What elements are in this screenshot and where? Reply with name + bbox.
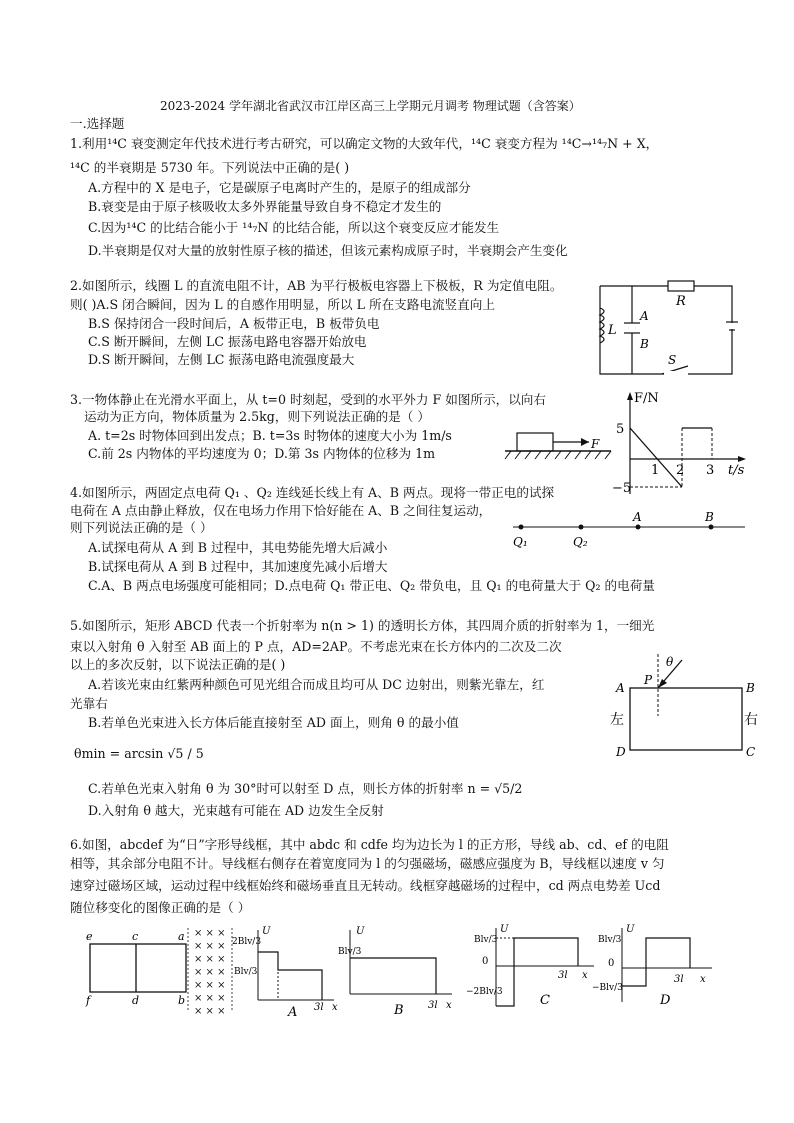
q2-stem-2: 则( )A.S 闭合瞬间，因为 L 的自感作用明显，所以 L 所在支路电流竖直向上	[70, 297, 495, 312]
q4-stem-1: 4.如图所示，两固定点电荷 Q₁ 、Q₂ 连线延长线上有 A、B 两点。现将一带正电的试探	[70, 485, 555, 500]
q5-option-b-1: B.若单色光束进入长方体后能直接射至 AD 面上，则角 θ 的最小值	[88, 715, 459, 730]
graph-c-zero: 0	[482, 956, 489, 967]
q1-option-d: D.半衰期是仅对大量的放射性原子核的描述，但该元素构成原子时，半衰期会产生变化	[88, 243, 568, 258]
q5-stem-3: 以上的多次反射，以下说法正确的是( )	[70, 657, 286, 672]
svg-text:× × ×: × × ×	[194, 954, 226, 965]
point-B-label: B	[705, 510, 714, 524]
q6-stem-2: 相等，其余部分电阻不计。导线框右侧存在着宽度同为 l 的匀强磁场，磁感应强度为 B，导线框以速度 v 匀	[70, 856, 665, 871]
frame-label-a: a	[178, 930, 185, 943]
tick-x-2: 2	[676, 463, 685, 478]
graph-c-y-neg-2blv3: −2Blv/3	[466, 987, 503, 997]
tick-y-5: 5	[616, 422, 625, 437]
q5-stem-1: 5.如图所示，矩形 ABCD 代表一个折射率为 n(n > 1) 的透明长方体，其四周介质的折射率为 1，一细光	[70, 618, 655, 633]
graph-option-b	[338, 926, 452, 1018]
q2-option-c: C.S 断开瞬间，左侧 LC 振荡电路电容器开始放电	[88, 334, 367, 349]
vertex-D-label: D	[616, 745, 626, 759]
frame-label-b: b	[178, 994, 186, 1007]
label-A: A	[640, 309, 649, 323]
label-S: S	[668, 353, 677, 367]
graph-d-y-blv3: Blv/3	[598, 935, 622, 945]
q1-option-b: B.衰变是由于原子核吸收太多外界能量导致自身不稳定才发生的	[88, 199, 442, 214]
vertex-C-label: C	[746, 745, 756, 759]
q5-option-d: D.入射角 θ 越大，光束越有可能在 AD 边发生全反射	[88, 803, 384, 818]
graph-d-zero: 0	[608, 958, 615, 969]
graph-b-u-label: U	[356, 926, 365, 937]
label-L: L	[608, 323, 617, 338]
q4-stem-3: 则下列说法正确的是（ ）	[70, 520, 213, 535]
q2-option-b: B.S 保持闭合一段时间后，A 板带正电，B 板带负电	[88, 316, 380, 331]
graph-a-3l-label: 3l	[314, 1002, 324, 1013]
wire-frame	[90, 944, 186, 992]
q4-charge-line-diagram	[505, 508, 750, 552]
graph-a-x-label: x	[332, 1002, 338, 1013]
graph-c-option: C	[540, 993, 550, 1008]
graph-b-3l-label: 3l	[428, 1000, 438, 1011]
label-F: F	[591, 437, 600, 451]
frame-label-d: d	[132, 994, 140, 1007]
frame-label-c: c	[132, 930, 139, 943]
q3-option-cd: C.前 2s 内物体的平均速度为 0；D.第 3s 内物体的位移为 1m	[88, 446, 436, 461]
q5-stem-2: 束以入射角 θ 入射至 AB 面上的 P 点，AD=2AP。不考虑光束在长方体内的二次及二次	[70, 639, 562, 654]
q5-option-a-2: 光靠右	[70, 696, 108, 711]
q3-force-graph	[612, 388, 762, 500]
graph-d-x-label: x	[700, 974, 706, 985]
graph-a-y-2blv3: 2Blv/3	[232, 937, 262, 947]
point-A-label: A	[633, 510, 642, 524]
q2-circuit-diagram	[592, 278, 752, 384]
side-right-label: 右	[744, 712, 758, 728]
label-B: B	[640, 337, 649, 351]
q4-option-cd: C.A、B 两点电场强度可能相同；D.点电荷 Q₁ 带正电、Q₂ 带负电，且 Q₁ 的电荷量大于 Q₂ 的电荷量	[88, 578, 655, 593]
graph-d-u-label: U	[626, 924, 635, 935]
page-title: 2023-2024 学年湖北省武汉市江岸区高三上学期元月调考 物理试题（含答案）	[160, 99, 581, 113]
q4-option-a: A.试探电荷从 A 到 B 过程中，其电势能先增大后减小	[88, 540, 388, 555]
q2-option-d: D.S 断开瞬间，左侧 LC 振荡电路电流强度最大	[88, 352, 355, 367]
axis-x-label: t/s	[728, 463, 745, 478]
axis-y-label: F/N	[634, 391, 659, 406]
graph-a-option: A	[288, 1005, 298, 1020]
svg-text:× × ×: × × ×	[194, 941, 226, 952]
q3-stem-1: 3.一物体静止在光滑水平面上，从 t=0 时刻起，受到的水平外力 F 如图所示，以向右	[70, 392, 546, 407]
field-crosses	[194, 928, 226, 1017]
q1-option-a: A.方程中的 X 是电子，它是碳原子电离时产生的，是原子的组成部分	[88, 180, 471, 195]
graph-c-3l-label: 3l	[558, 970, 568, 981]
graph-c-u-label: U	[500, 924, 509, 935]
section-heading: 一.选择题	[70, 116, 125, 131]
graph-d-option: D	[660, 993, 671, 1008]
theta-label: θ	[666, 655, 674, 669]
graph-option-c	[466, 924, 594, 1008]
q5-option-b-2: θmin = arcsin √5 / 5	[74, 746, 204, 761]
graph-option-d	[592, 924, 712, 1008]
q1-stem-2: ¹⁴C 的半衰期是 5730 年。下列说法中正确的是( )	[70, 160, 350, 175]
q6-stem-4: 随位移变化的图像正确的是（ ）	[70, 900, 251, 915]
graph-d-3l-label: 3l	[674, 974, 684, 985]
svg-text:× × ×: × × ×	[194, 928, 226, 939]
graph-b-x-label: x	[446, 1000, 452, 1011]
point-P-label: P	[644, 673, 653, 687]
charge-Q1-label: Q₁	[513, 535, 528, 549]
q6-stem-3: 速穿过磁场区域，运动过程中线框始终和磁场垂直且无转动。线框穿越磁场的过程中，cd 两点电势差 Ucd	[70, 878, 661, 893]
tick-x-3: 3	[706, 463, 715, 478]
graph-d-y-neg-blv3: −Blv/3	[592, 983, 623, 993]
q4-option-b: B.试探电荷从 A 到 B 过程中，其加速度先减小后增大	[88, 559, 388, 574]
q6-stem-1: 6.如图，abcdef 为“日”字形导线框，其中 abdc 和 cdfe 均为边长为 l 的正方形，导线 ab、cd、ef 的电阻	[70, 837, 669, 852]
q2-stem-1: 2.如图所示，线圈 L 的直流电阻不计，AB 为平行极板电容器上下极板，R 为定值电阻。	[70, 278, 563, 293]
graph-b-option: B	[394, 1003, 404, 1018]
vertex-B-label: B	[746, 681, 755, 695]
q4-stem-2: 电荷在 A 点由静止释放，仅在电场力作用下恰好能在 A、B 之间往复运动，	[70, 503, 492, 518]
svg-text:× × ×: × × ×	[194, 980, 226, 991]
q3-stem-2: 运动为正方向，物体质量为 2.5kg，则下列说法正确的是（ ）	[84, 409, 430, 424]
charge-Q2-label: Q₂	[573, 535, 588, 549]
q3-block-diagram	[503, 428, 613, 464]
tick-y-minus5: −5	[612, 481, 632, 496]
q1-option-c: C.因为¹⁴C 的比结合能小于 ¹⁴₇N 的比结合能，所以这个衰变反应才能发生	[88, 220, 500, 235]
graph-c-x-label: x	[582, 970, 588, 981]
graph-b-y-blv3: Blv/3	[338, 947, 362, 957]
q5-option-a-1: A.若该光束由红紫两种颜色可见光组合而成且均可从 DC 边射出，则紫光靠左，红	[88, 677, 545, 692]
q5-option-c: C.若单色光束入射角 θ 为 30°时可以射至 D 点，则长方体的折射率 n = √5/2	[88, 781, 523, 796]
graph-option-a	[232, 926, 338, 1020]
tick-x-1: 1	[651, 463, 660, 478]
vertex-A-label: A	[616, 681, 625, 695]
svg-text:× × ×: × × ×	[194, 1006, 226, 1017]
label-R: R	[676, 294, 686, 309]
q1-stem-1: 1.利用¹⁴C 衰变测定年代技术进行考古研究，可以确定文物的大致年代，¹⁴C 衰变方程为 ¹⁴C→¹⁴₇N + X，	[70, 136, 659, 151]
graph-c-y-blv3: Blv/3	[474, 935, 498, 945]
side-left-label: 左	[610, 712, 624, 728]
graph-a-y-blv3: Blv/3	[234, 967, 258, 977]
frame-label-e: e	[86, 930, 93, 943]
q5-prism-diagram	[608, 650, 768, 762]
q6-figure	[82, 924, 732, 1020]
q3-option-ab: A. t=2s 时物体回到出发点；B. t=3s 时物体的速度大小为 1m/s	[88, 428, 452, 443]
frame-label-f: f	[86, 994, 91, 1007]
graph-a-u-label: U	[262, 926, 271, 937]
svg-text:× × ×: × × ×	[194, 967, 226, 978]
svg-text:× × ×: × × ×	[194, 993, 226, 1004]
